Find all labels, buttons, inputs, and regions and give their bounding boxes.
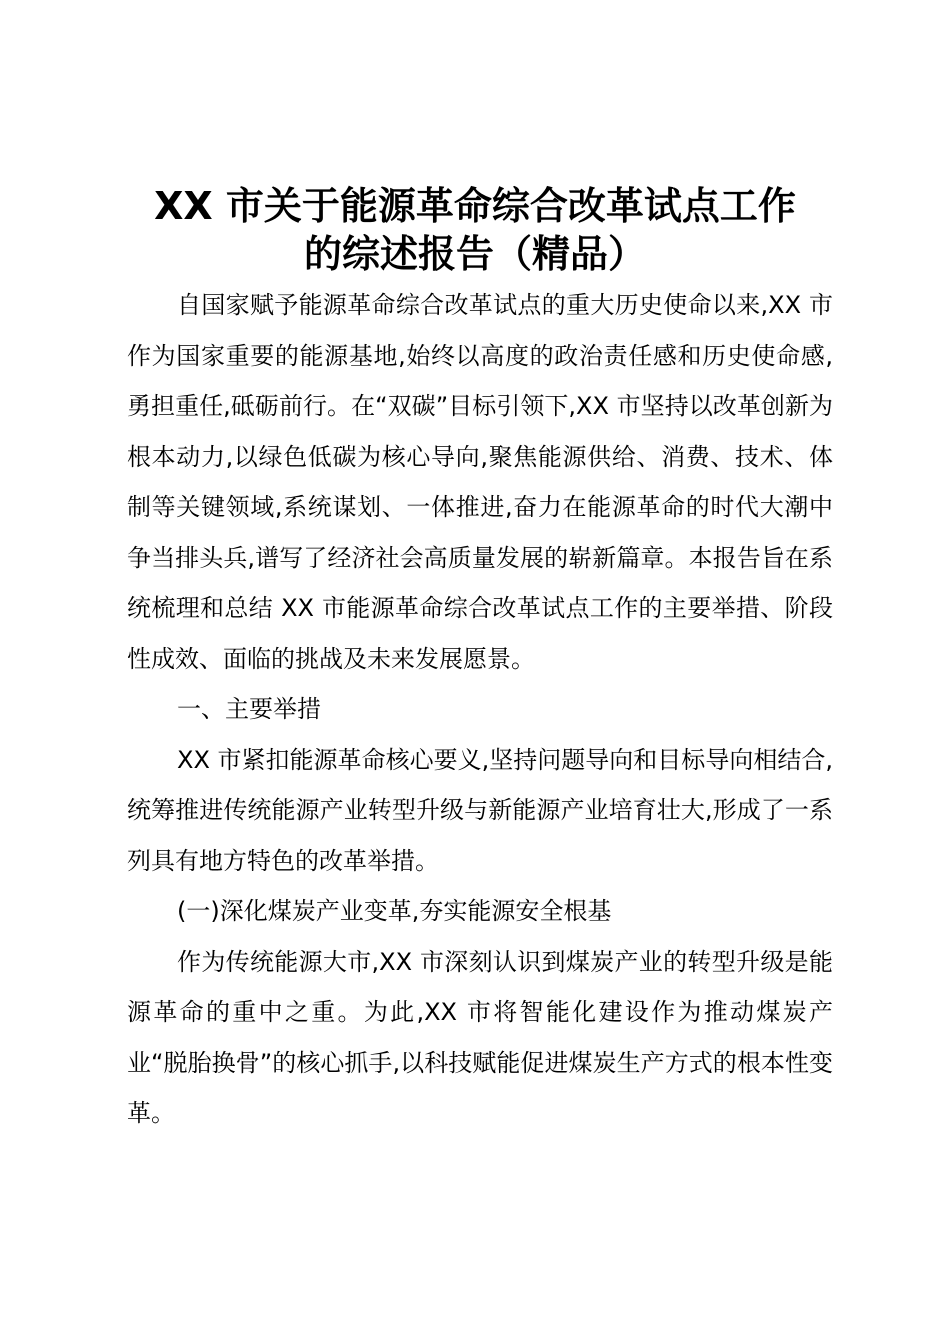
subsection-heading-coal: (一)深化煤炭产业变革,夯实能源安全根基 bbox=[177, 897, 612, 925]
document-title-line-2: 的综述报告（精品） bbox=[303, 232, 646, 276]
document-body bbox=[127, 280, 833, 1139]
section-intro-paragraph: XX 市紧扣能源革命核心要义,坚持问题导向和目标导向相结合,统筹推进传统能源产业转型升级与新能源产业培育壮大,形成了一系列具有地方特色的改革举措。 bbox=[127, 745, 833, 875]
section-heading-main-measures: 一、主要举措 bbox=[177, 695, 321, 723]
coal-paragraph: 作为传统能源大市,XX 市深刻认识到煤炭产业的转型升级是能源革命的重中之重。为此,XX 市将智能化建设作为推动煤炭产业“脱胎换骨”的核心抓手,以科技赋能促进煤炭生产方式的根本性变革。 bbox=[127, 947, 833, 1127]
document-title-line-1: XX 市关于能源革命综合改革试点工作 bbox=[154, 184, 796, 228]
intro-paragraph: 自国家赋予能源革命综合改革试点的重大历史使命以来,XX 市作为国家重要的能源基地,始终以高度的政治责任感和历史使命感,勇担重任,砥砺前行。在“双碳”目标引领下,XX 市坚持以改革创新为根本动力,以绿色低碳为核心导向,聚焦能源供给、消费、技术、体制等关键领域,系统谋划、一体推进,奋力在能源革命的时代大潮中争当排头兵,谱写了经济社会高质量发展的崭新篇章。本报告旨在系统梳理和总结 XX 市能源革命综合改革试点工作的主要举措、阶段性成效、面临的挑战及未来发展愿景。 bbox=[127, 291, 833, 673]
